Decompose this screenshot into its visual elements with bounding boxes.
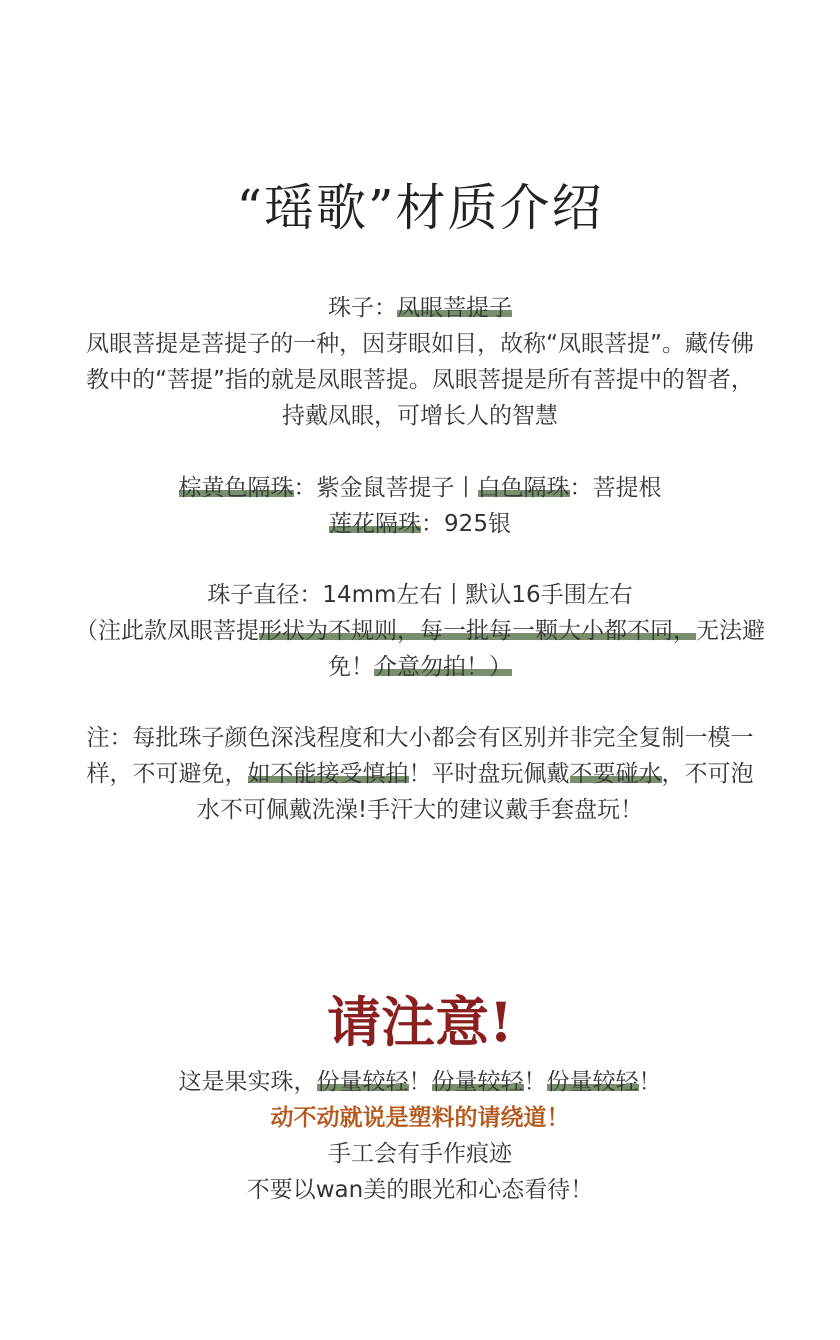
brown-spacer-value: ：紫金鼠菩提子丨 [293,475,478,501]
beads-desc-line-1: 凤眼菩提是菩提子的一种，因芽眼如目，故称“凤眼菩提”。藏传佛 [86,331,754,357]
size-section [36,577,804,685]
beads-desc-line-3: 持戴凤眼，可增长人的智慧 [282,403,558,429]
beads-desc-line-2: 教中的“菩提”指的就是凤眼菩提。凤眼菩提是所有菩提中的智者， [86,367,754,393]
size-note-irregular: 形状为不规则， [259,618,420,644]
brown-spacer-label: 棕黄色隔珠 [178,475,294,501]
note-line-2 [36,756,804,792]
beads-label: 珠子： [328,295,397,321]
size-note-part-d: 无法避 [696,618,765,644]
note-part-e: ，不可泡 [661,761,754,787]
note-part-a: 样，不可避免， [86,761,248,787]
notice-part-c: ！ [408,1069,432,1095]
notice-light-2: 份量较轻 [431,1069,524,1095]
size-note-varies: 每一批每一颗大小都不同， [420,618,696,644]
lotus-spacer-value: ：925银 [421,511,511,537]
note-no-water: 不要碰水 [569,761,662,787]
beads-name: 凤眼菩提子 [397,295,512,321]
page-title: “瑶歌”材质介绍 [236,179,604,237]
notice-section [36,1064,804,1208]
note-line-3: 水不可佩戴洗澡!手汗大的建议戴手套盘玩！ [196,797,644,823]
note-careful: 如不能接受慎拍 [247,761,409,787]
notice-part-e: ！ [523,1069,547,1095]
notice-light-1: 份量较轻 [316,1069,409,1095]
spacers-section [36,470,804,542]
notice-part-g: ！ [638,1069,662,1095]
size-note-line-2 [36,649,804,685]
size-line: 珠子直径：14mm左右丨默认16手围左右 [207,582,633,608]
note-part-c: ！平时盘玩佩戴 [408,761,570,787]
spacers-line-1 [36,470,804,506]
notice-line-3: 手工会有手作痕迹 [328,1141,512,1167]
lotus-spacer-label: 莲花隔珠 [329,511,422,537]
size-note-part-a: （注此款凤眼菩提 [75,618,259,644]
white-spacer-label: 白色隔珠 [477,475,570,501]
notice-line-1 [36,1064,804,1100]
notice-warning: 动不动就说是塑料的请绕道！ [270,1105,570,1131]
size-note-part-e: 免！ [328,654,374,680]
notice-line-4: 不要以wan美的眼光和心态看待！ [246,1177,594,1203]
note-line-1: 注：每批珠子颜色深浅程度和大小都会有区别并非完全复制一模一 [86,725,754,751]
note-section [36,720,804,828]
white-spacer-value: ：菩提根 [569,475,662,501]
spacers-line-2 [36,506,804,542]
notice-light-3: 份量较轻 [546,1069,639,1095]
size-note-line-1 [36,613,804,649]
notice-title: 请注意! [327,990,513,1054]
size-note-mind: 介意勿拍！） [374,654,512,680]
notice-part-a: 这是果实珠， [178,1069,317,1095]
beads-title-line [36,290,804,326]
beads-section [36,290,804,434]
